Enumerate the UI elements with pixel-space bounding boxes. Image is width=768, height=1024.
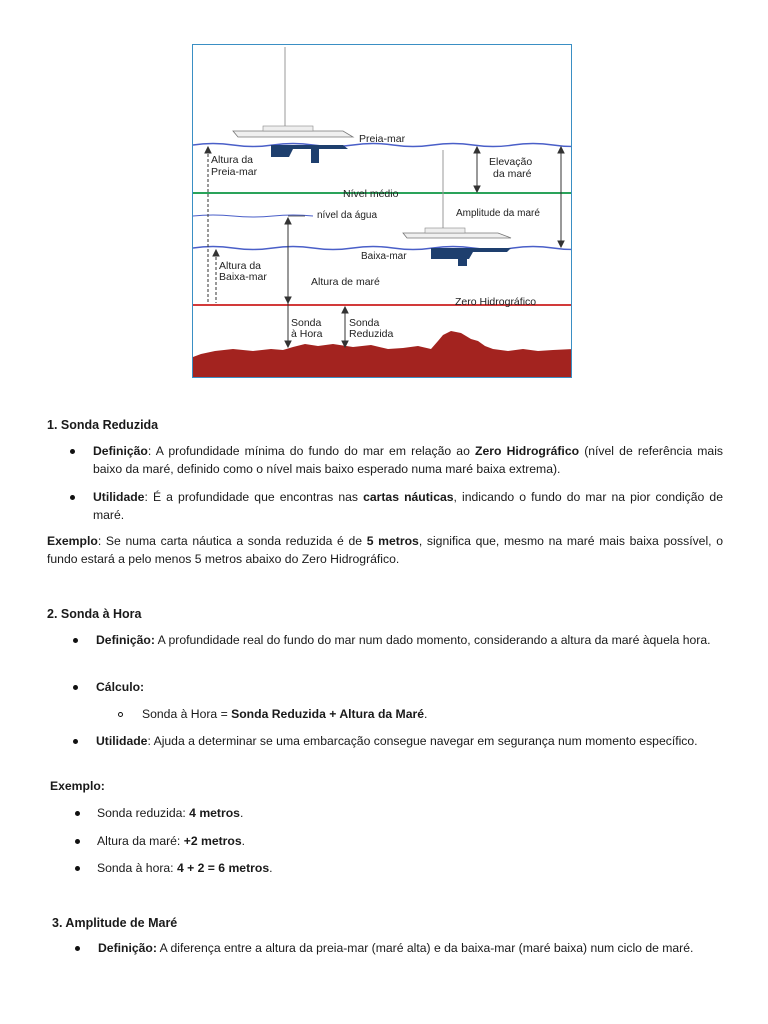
s2-calc-formula bbox=[142, 705, 427, 723]
s1-ex-text-b: , significa que, mesmo na maré mais baixa possível, o fundo estará a pelo menos 5 metros abaixo do Zero Hidrográfico. bbox=[47, 534, 723, 566]
section-3-heading: 3. Amplitude de Maré bbox=[52, 916, 178, 930]
label-altura-preia-mar-1: Altura da bbox=[211, 154, 254, 166]
bullet bbox=[70, 495, 75, 500]
ex-item-text: Altura da maré: bbox=[97, 834, 184, 848]
s2-calc-label-text: Cálculo: bbox=[96, 680, 145, 694]
s1-util-label: Utilidade bbox=[93, 490, 145, 504]
label-baixa-mar: Baixa-mar bbox=[361, 251, 407, 262]
sub-bullet bbox=[118, 712, 123, 717]
s2-example-label bbox=[50, 777, 105, 795]
bullet bbox=[75, 839, 80, 844]
s2-def-text: A profundidade real do fundo do mar num dado momento, considerando a altura da maré àquela hora. bbox=[154, 633, 711, 647]
ex-item-end: . bbox=[239, 806, 244, 820]
s1-def-label: Definição bbox=[93, 444, 148, 458]
tide-diagram bbox=[192, 44, 572, 378]
s1-util-text-b: , indicando o fundo do mar na pior condição de maré. bbox=[93, 490, 723, 522]
label-amplitude: Amplitude da maré bbox=[456, 208, 540, 219]
s1-definition bbox=[93, 442, 723, 478]
s3-def-label: Definição: bbox=[98, 941, 157, 955]
bullet bbox=[73, 638, 78, 643]
label-nivel-agua: nível da água bbox=[317, 210, 378, 221]
bullet bbox=[75, 811, 80, 816]
section-1-heading: 1. Sonda Reduzida bbox=[47, 418, 159, 432]
s2-calc-text-b: . bbox=[424, 707, 428, 721]
label-altura-mare: Altura de maré bbox=[311, 276, 380, 288]
ex-item-end: . bbox=[241, 834, 246, 848]
s1-util-bold: cartas náuticas bbox=[363, 490, 454, 504]
s1-example bbox=[47, 532, 723, 568]
tide-diagram-svg bbox=[193, 45, 572, 378]
bullet bbox=[73, 685, 78, 690]
label-zero-hidrografico: Zero Hidrográfico bbox=[455, 296, 537, 308]
s2-util-label: Utilidade bbox=[96, 734, 148, 748]
s2-definition bbox=[96, 631, 726, 649]
sailboat-high-water bbox=[233, 47, 353, 163]
s3-def-text: A diferença entre a altura da preia-mar (maré alta) e da baixa-mar (maré baixa) num ciclo de maré. bbox=[156, 941, 694, 955]
label-nivel-medio: Nível médio bbox=[343, 188, 399, 200]
s2-calc-bold: Sonda Reduzida + Altura da Maré bbox=[231, 707, 425, 721]
ex-item-text: Sonda reduzida: bbox=[97, 806, 190, 820]
label-altura-preia-mar-2: Preia-mar bbox=[211, 166, 258, 178]
s2-utility bbox=[96, 732, 726, 750]
label-elevacao-1: Elevação bbox=[489, 156, 533, 168]
s3-definition bbox=[98, 939, 730, 957]
ex-item-bold: 4 metros bbox=[189, 806, 240, 820]
s2-calc-text-a: Sonda à Hora = bbox=[142, 707, 232, 721]
ex-item-bold: +2 metros bbox=[183, 834, 242, 848]
label-altura-baixa-mar-1: Altura da bbox=[219, 260, 262, 272]
s1-utility bbox=[93, 488, 723, 524]
s2-ex-label-text: Exemplo: bbox=[50, 779, 105, 793]
s2-util-text: : Ajuda a determinar se uma embarcação consegue navegar em segurança num momento específico. bbox=[147, 734, 698, 748]
label-sonda-hora-2: à Hora bbox=[291, 328, 323, 340]
s1-util-text-a: : É a profundidade que encontras nas bbox=[144, 490, 364, 504]
s2-calc-label bbox=[96, 678, 144, 696]
ex-item-bold: 4 + 2 = 6 metros bbox=[176, 861, 270, 875]
bullet bbox=[75, 866, 80, 871]
s2-example-item bbox=[97, 832, 245, 850]
label-altura-baixa-mar-2: Baixa-mar bbox=[219, 271, 267, 283]
s1-ex-label: Exemplo bbox=[47, 534, 98, 548]
ex-item-end: . bbox=[269, 861, 273, 875]
section-2-heading: 2. Sonda à Hora bbox=[47, 607, 142, 621]
label-preia-mar: Preia-mar bbox=[359, 133, 406, 145]
bullet bbox=[75, 946, 80, 951]
s1-ex-bold: 5 metros bbox=[366, 534, 419, 548]
label-sonda-reduzida-2: Reduzida bbox=[349, 328, 394, 340]
s1-def-text-a: : A profundidade mínima do fundo do mar em relação ao bbox=[147, 444, 476, 458]
label-elevacao-2: da maré bbox=[493, 168, 532, 180]
label-sonda-hora-1: Sonda bbox=[291, 317, 322, 329]
s2-example-item bbox=[97, 804, 243, 822]
s1-def-text-b: (nível de referência mais baixo da maré, definido como o nível mais baixo esperado numa maré baixa extrema). bbox=[93, 444, 723, 476]
s1-ex-text-a: : Se numa carta náutica a sonda reduzida é de bbox=[97, 534, 367, 548]
s1-def-bold: Zero Hidrográfico bbox=[475, 444, 580, 458]
ex-item-text: Sonda à hora: bbox=[97, 861, 177, 875]
s2-example-item bbox=[97, 859, 273, 877]
low-water-line bbox=[193, 247, 572, 250]
bullet bbox=[73, 739, 78, 744]
label-sonda-reduzida-1: Sonda bbox=[349, 317, 380, 329]
bullet bbox=[70, 449, 75, 454]
s2-def-label: Definição: bbox=[96, 633, 155, 647]
